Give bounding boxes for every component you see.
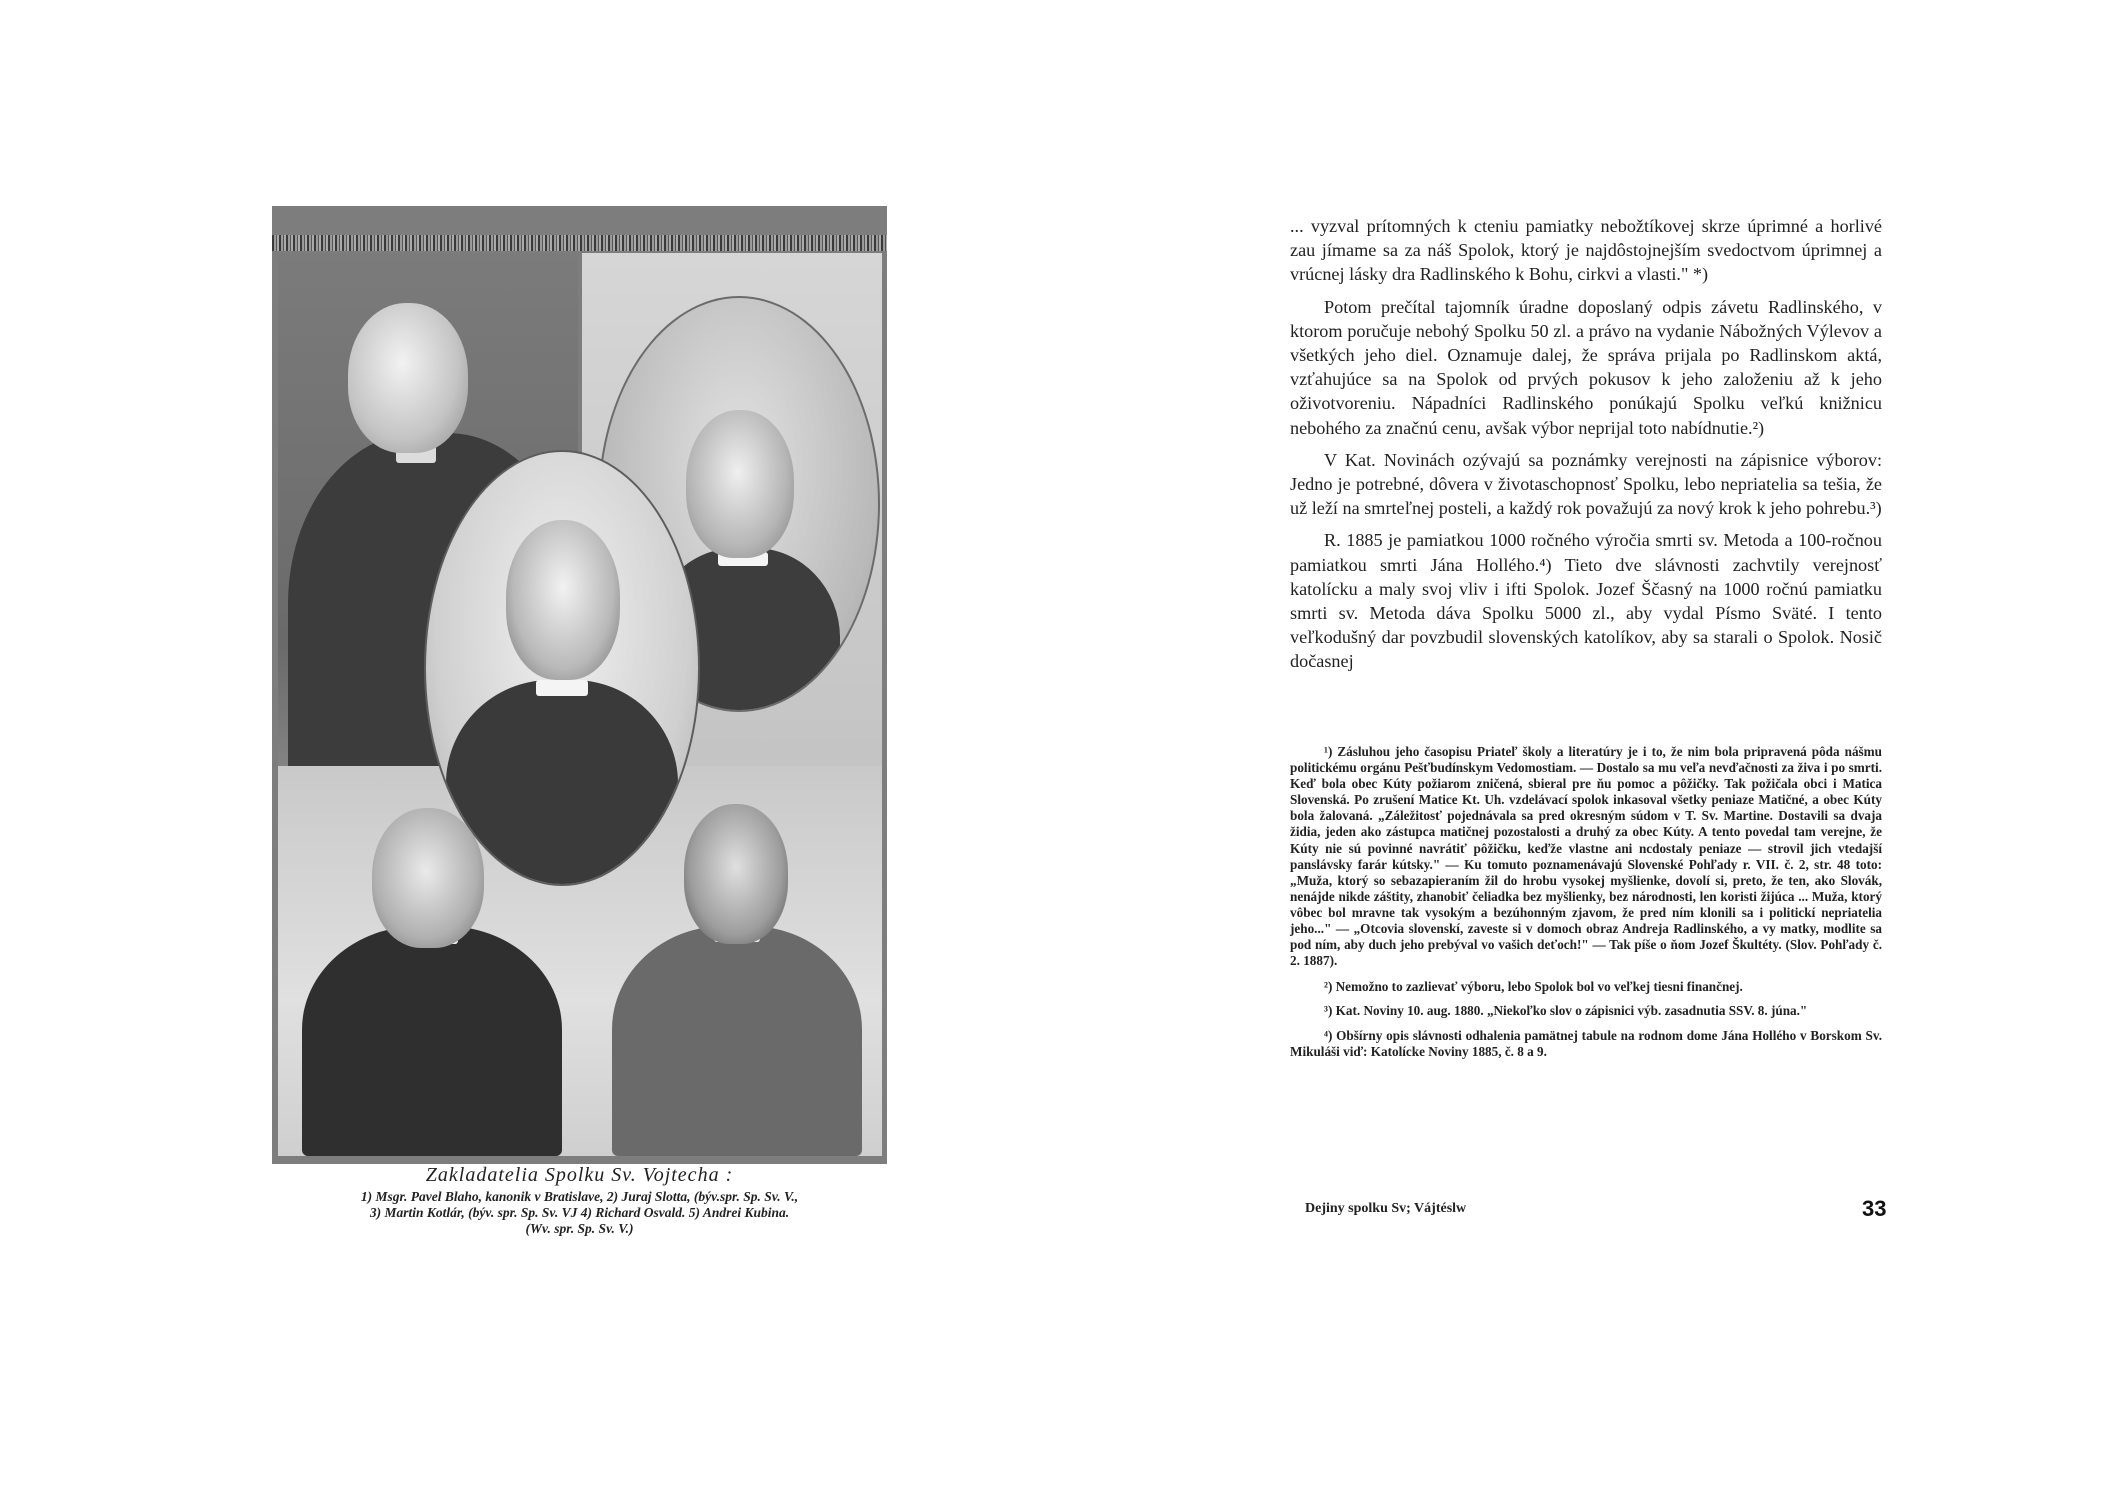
page-number: 33	[1862, 1196, 1887, 1221]
caption-title: Zakladatelia Spolku Sv. Vojtecha :	[425, 1164, 734, 1186]
running-title: Dejiny spolku Sv; Vájtéslw	[1305, 1201, 1467, 1216]
plate-caption	[272, 1164, 887, 1237]
footnote: ³) Kat. Noviny 10. aug. 1880. „Niekoľko slov o zápisnici výb. zasadnutia SSV. 8. júna."	[1324, 1003, 1808, 1019]
paragraph: V Kat. Novinách ozývajú sa poznámky verejnosti na zápisnice výborov: Jedno je potrebné, dôvera v životaschopnosť Spolku, lebo nepriatelia sa tešia, že už leží na smrteľnej posteli, a každý rok považujú za nový krok k jeho pohrebu.³)	[1290, 449, 1882, 519]
caption-line: 1) Msgr. Pavel Blaho, kanonik v Bratislave, 2) Juraj Slotta, (býv.spr. Sp. Sv. V.,	[360, 1189, 799, 1204]
caption-line: 3) Martin Kotlár, (býv. spr. Sp. Sv. VJ 4) Richard Osvald. 5) Andrei Kubina.	[369, 1205, 790, 1220]
paragraph: ... vyzval prítomných k cteniu pamiatky nebožtíkovej skrze úprimné a horlivé zau jímame sa za náš Spolok, ktorý je najdôstojnejším svedoctvom úprimnej a vrúcnej lásky dra Radlinského k Bohu, cirkvi a vlasti." *)	[1290, 216, 1882, 285]
body-text	[1290, 214, 1882, 682]
footnote: ¹) Zásluhou jeho časopisu Priateľ školy a literatúry je i to, že nim bola pripravená pôda nášmu politickému orgánu Pešťbudínskym Vedomostiam. — Dostalo sa mu veľa nevďačnosti za živa i po smrti. Keď bola obec Kúty požiarom zničená, sbieral pre ňu pomoc a pôžičky. Tak požičala obci i Matica Slovenská. Po zrušení Matice Kt. Uh. vzdelávací spolok inkasoval všetky peniaze Matičné, a obec Kúty bola žalovaná. „Záležitosť pojednávala sa pred okresným súdom v T. Sv. Martine. Dostavili sa dvaja židia, jeden ako zástupca matičnej pozostalosti a druhý za obec Kúty. A tento povedal tam verejne, že Kúty nie sú povinné navrátiť pôžičku, keďže vlastne ani ncdostaly peniaze — strovil jich vtedajší panslávsky farár kútsky." — Ku tomuto poznamenávajú Slovenské Pohľady r. VII. č. 2, str. 48 toto: „Muža, ktorý so sebazapieraním žil do hrobu vysokej myšlienke, dovolí si, preto, že ten, ako Slovák, nenájde nikde záštity, zhanobiť čeliadka bez myšlienky, bez národnosti, len koristi žijúca ... Muža, ktorý vôbec bol mravne tak vysokým a bezúhonným zjavom, že pred ním klonili sa i politickí nepriatelia jeho..." — „Otcovia slovenskí, zaveste si v domoch obraz Andreja Radlinského, a vy matky, modlite sa pod ním, aby duch jeho prebýval vo vašich deťoch!" — Tak píše o ňom Jozef Škultéty. (Slov. Pohľady č. 2. 1887).	[1290, 744, 1882, 969]
plate-border-strip	[272, 235, 887, 251]
portrait-plate	[272, 206, 887, 1164]
caption-line: (Wv. spr. Sp. Sv. V.)	[525, 1221, 634, 1236]
paragraph: R. 1885 je pamiatkou 1000 ročného výročia smrti sv. Metoda a 100-ročnou pamiatkou smrti Jána Hollého.⁴) Tieto dve slávnosti zachvtily verejnosť katolícku a maly svoj vliv i ifti Spolok. Jozef Ščasný na 1000 ročnú pamiatku smrti sv. Metoda dáva Spolku 5000 zl., aby vydal Písmo Sväté. I tento veľkodušný dar povzbudil slovenských katolíkov, aby sa starali o Spolok. Nosič dočasnej	[1290, 530, 1882, 672]
paragraph: Potom prečítal tajomník úradne doposlaný odpis závetu Radlinského, v ktorom poručuje nebohý Spolku 50 zl. a právo na vydanie Nábožných Výlevov a všetkých jeho diel. Oznamuje dalej, že správa prijala po Radlinskom aktá, vzťahujúce sa na Spolok od prvých pokusov k jeho založeniu až k jeho oživotvoreniu. Nápadníci Radlinského ponúkajú Spolku veľkú knižnicu nebohého za značnú cenu, avšak výbor neprijal toto nabídnutie.²)	[1290, 296, 1882, 438]
footnotes	[1290, 744, 1882, 1068]
portrait-4	[302, 786, 572, 1156]
footnote: ⁴) Obšírny opis slávnosti odhalenia pamätnej tabule na rodnom dome Jána Hollého v Borskom Sv. Mikuláši viď: Katolícke Noviny 1885, č. 8 a 9.	[1290, 1027, 1882, 1059]
footnote: ²) Nemožno to zazlievať výboru, lebo Spolok bol vo veľkej tiesni finančnej.	[1324, 979, 1743, 995]
caption-details	[272, 1189, 887, 1237]
portrait-5	[612, 776, 872, 1156]
